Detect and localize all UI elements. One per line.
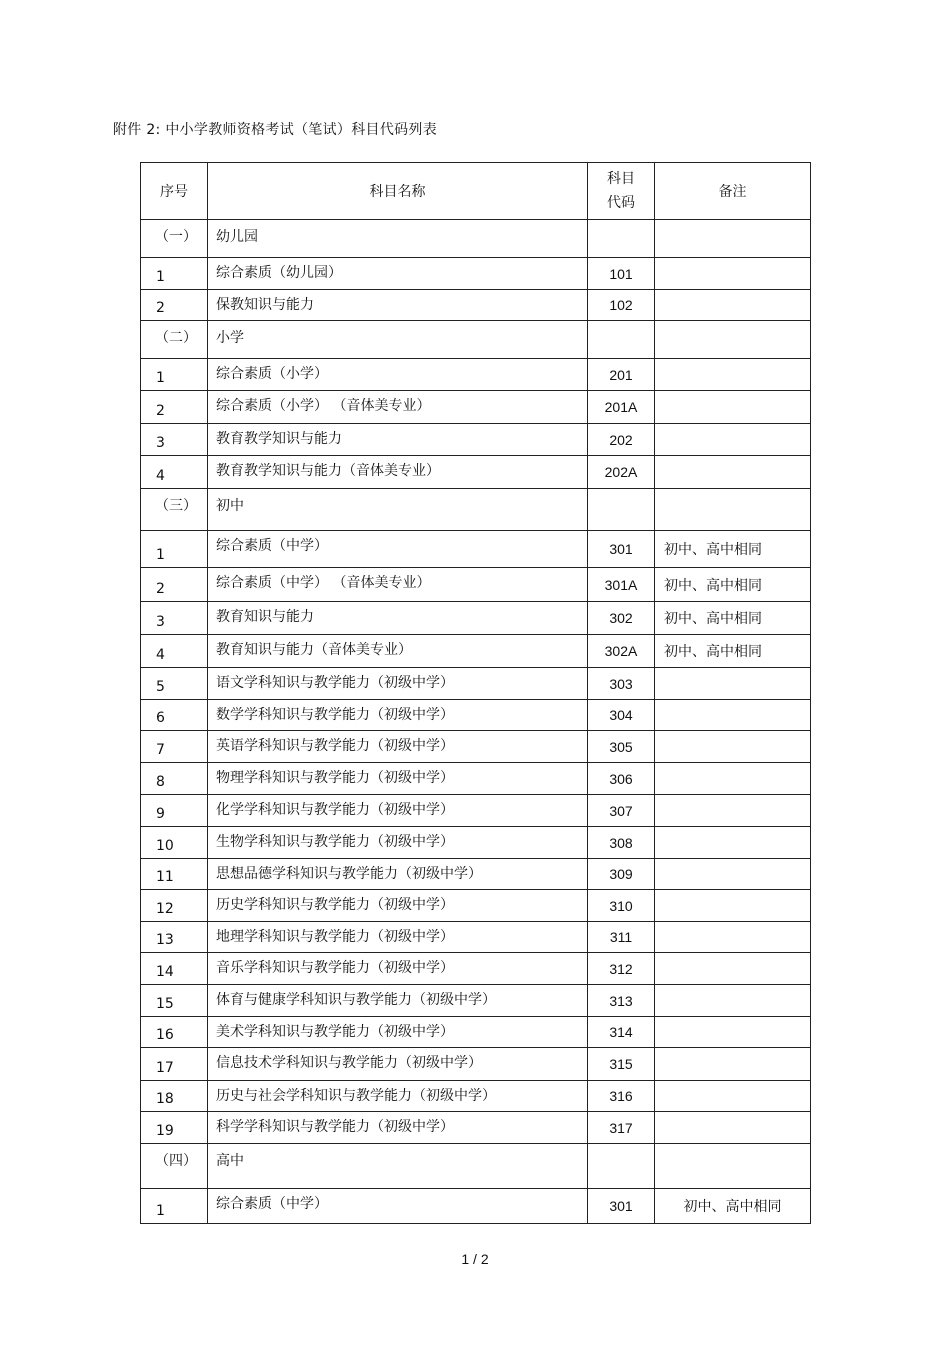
row-note bbox=[655, 827, 811, 859]
row-subject-name: 物理学科知识与教学能力（初级中学） bbox=[208, 763, 588, 795]
row-note: 初中、高中相同 bbox=[655, 568, 811, 602]
row-subject-name: 语文学科知识与教学能力（初级中学） bbox=[208, 668, 588, 700]
row-note bbox=[655, 763, 811, 795]
page-number: 1 / 2 bbox=[461, 1251, 489, 1267]
row-note bbox=[655, 731, 811, 763]
row-note bbox=[655, 795, 811, 827]
table-row bbox=[141, 635, 811, 668]
header-note: 备注 bbox=[655, 163, 811, 220]
row-note bbox=[655, 1048, 811, 1081]
row-seq: （四） bbox=[141, 1144, 208, 1189]
row-seq: 1 bbox=[141, 258, 208, 290]
row-seq: 18 bbox=[141, 1081, 208, 1112]
row-subject-code: 313 bbox=[588, 985, 655, 1017]
row-subject-name: 地理学科知识与教学能力（初级中学） bbox=[208, 922, 588, 953]
row-subject-code: 306 bbox=[588, 763, 655, 795]
row-subject-name: 综合素质（中学） （音体美专业） bbox=[208, 568, 588, 602]
row-subject-code: 304 bbox=[588, 700, 655, 731]
document-title: 附件 2: 中小学教师资格考试（笔试）科目代码列表 bbox=[113, 122, 438, 138]
row-subject-name: 教育知识与能力（音体美专业） bbox=[208, 635, 588, 668]
table-row bbox=[141, 827, 811, 859]
row-subject-code: 302 bbox=[588, 602, 655, 635]
row-seq: 2 bbox=[141, 568, 208, 602]
row-subject-code: 307 bbox=[588, 795, 655, 827]
table-row bbox=[141, 922, 811, 953]
header-code-label: 科目代码 bbox=[607, 171, 635, 211]
row-subject-code: 202 bbox=[588, 424, 655, 456]
row-seq: 5 bbox=[141, 668, 208, 700]
row-subject-name: 英语学科知识与教学能力（初级中学） bbox=[208, 731, 588, 763]
row-note bbox=[655, 359, 811, 391]
row-subject-code: 315 bbox=[588, 1048, 655, 1081]
row-subject-code: 311 bbox=[588, 922, 655, 953]
row-subject-code: 309 bbox=[588, 859, 655, 890]
row-seq: 11 bbox=[141, 859, 208, 890]
table-row bbox=[141, 763, 811, 795]
header-code bbox=[588, 163, 655, 220]
row-subject-name: 化学学科知识与教学能力（初级中学） bbox=[208, 795, 588, 827]
row-seq: 16 bbox=[141, 1017, 208, 1048]
row-note bbox=[655, 922, 811, 953]
row-seq: 9 bbox=[141, 795, 208, 827]
table-row bbox=[141, 1017, 811, 1048]
row-note bbox=[655, 668, 811, 700]
table-body bbox=[141, 220, 811, 1224]
table-row bbox=[141, 531, 811, 568]
row-seq: 1 bbox=[141, 1189, 208, 1224]
row-subject-code bbox=[588, 321, 655, 359]
row-seq: 7 bbox=[141, 731, 208, 763]
table-row bbox=[141, 602, 811, 635]
row-note bbox=[655, 220, 811, 258]
row-subject-code: 305 bbox=[588, 731, 655, 763]
table-row bbox=[141, 424, 811, 456]
row-subject-name: 科学学科知识与教学能力（初级中学） bbox=[208, 1112, 588, 1144]
section-row bbox=[141, 321, 811, 359]
row-subject-name: 美术学科知识与教学能力（初级中学） bbox=[208, 1017, 588, 1048]
row-subject-code: 101 bbox=[588, 258, 655, 290]
row-seq: （三） bbox=[141, 489, 208, 531]
row-seq: 4 bbox=[141, 456, 208, 489]
row-subject-code: 316 bbox=[588, 1081, 655, 1112]
row-note bbox=[655, 321, 811, 359]
table-row bbox=[141, 290, 811, 321]
table-row bbox=[141, 985, 811, 1017]
row-seq: 4 bbox=[141, 635, 208, 668]
row-seq: 6 bbox=[141, 700, 208, 731]
table-row bbox=[141, 258, 811, 290]
row-note bbox=[655, 700, 811, 731]
row-seq: 3 bbox=[141, 602, 208, 635]
row-seq: 19 bbox=[141, 1112, 208, 1144]
row-seq: 1 bbox=[141, 531, 208, 568]
row-note bbox=[655, 456, 811, 489]
table-row bbox=[141, 1081, 811, 1112]
row-subject-code: 303 bbox=[588, 668, 655, 700]
section-row bbox=[141, 220, 811, 258]
table-row bbox=[141, 456, 811, 489]
table-row bbox=[141, 700, 811, 731]
row-subject-code: 201 bbox=[588, 359, 655, 391]
row-subject-name: 教育知识与能力 bbox=[208, 602, 588, 635]
row-subject-name: 思想品德学科知识与教学能力（初级中学） bbox=[208, 859, 588, 890]
row-subject-name: 综合素质（中学） bbox=[208, 531, 588, 568]
header-name: 科目名称 bbox=[208, 163, 588, 220]
row-note bbox=[655, 985, 811, 1017]
row-note bbox=[655, 258, 811, 290]
table-row bbox=[141, 1112, 811, 1144]
row-note bbox=[655, 1112, 811, 1144]
row-subject-code bbox=[588, 220, 655, 258]
table-row bbox=[141, 953, 811, 985]
row-note bbox=[655, 489, 811, 531]
row-seq: 8 bbox=[141, 763, 208, 795]
row-subject-name: 综合素质（中学） bbox=[208, 1189, 588, 1224]
row-subject-name: 综合素质（小学） （音体美专业） bbox=[208, 391, 588, 424]
row-subject-code: 308 bbox=[588, 827, 655, 859]
row-subject-code: 201A bbox=[588, 391, 655, 424]
row-note: 初中、高中相同 bbox=[655, 635, 811, 668]
table-row bbox=[141, 391, 811, 424]
row-seq: 14 bbox=[141, 953, 208, 985]
table-row bbox=[141, 568, 811, 602]
row-note bbox=[655, 1017, 811, 1048]
row-subject-code: 312 bbox=[588, 953, 655, 985]
row-note bbox=[655, 1081, 811, 1112]
row-subject-name: 生物学科知识与教学能力（初级中学） bbox=[208, 827, 588, 859]
row-subject-name: 教育教学知识与能力（音体美专业） bbox=[208, 456, 588, 489]
row-note bbox=[655, 424, 811, 456]
row-subject-code: 102 bbox=[588, 290, 655, 321]
row-subject-name: 幼儿园 bbox=[208, 220, 588, 258]
row-note bbox=[655, 953, 811, 985]
row-note bbox=[655, 859, 811, 890]
row-seq: 10 bbox=[141, 827, 208, 859]
table-row bbox=[141, 1189, 811, 1224]
subject-code-table bbox=[140, 162, 811, 1224]
table-row bbox=[141, 668, 811, 700]
row-subject-name: 综合素质（小学） bbox=[208, 359, 588, 391]
row-subject-code: 301 bbox=[588, 531, 655, 568]
table-row bbox=[141, 359, 811, 391]
row-subject-name: 教育教学知识与能力 bbox=[208, 424, 588, 456]
table-row bbox=[141, 731, 811, 763]
row-note: 初中、高中相同 bbox=[655, 531, 811, 568]
row-seq: （二） bbox=[141, 321, 208, 359]
row-subject-name: 保教知识与能力 bbox=[208, 290, 588, 321]
row-note bbox=[655, 391, 811, 424]
row-subject-name: 信息技术学科知识与教学能力（初级中学） bbox=[208, 1048, 588, 1081]
row-note: 初中、高中相同 bbox=[655, 1189, 811, 1224]
section-row bbox=[141, 489, 811, 531]
row-note bbox=[655, 290, 811, 321]
row-subject-code: 301 bbox=[588, 1189, 655, 1224]
table-row bbox=[141, 795, 811, 827]
row-subject-code: 317 bbox=[588, 1112, 655, 1144]
row-subject-code: 314 bbox=[588, 1017, 655, 1048]
row-subject-code: 310 bbox=[588, 890, 655, 922]
row-subject-name: 初中 bbox=[208, 489, 588, 531]
row-seq: 15 bbox=[141, 985, 208, 1017]
row-subject-name: 数学学科知识与教学能力（初级中学） bbox=[208, 700, 588, 731]
row-subject-code: 301A bbox=[588, 568, 655, 602]
row-seq: 17 bbox=[141, 1048, 208, 1081]
row-seq: （一） bbox=[141, 220, 208, 258]
row-subject-name: 历史与社会学科知识与教学能力（初级中学） bbox=[208, 1081, 588, 1112]
row-subject-code: 302A bbox=[588, 635, 655, 668]
row-note bbox=[655, 1144, 811, 1189]
row-seq: 2 bbox=[141, 290, 208, 321]
row-seq: 3 bbox=[141, 424, 208, 456]
table-header-row bbox=[141, 163, 811, 220]
row-subject-code bbox=[588, 1144, 655, 1189]
row-subject-name: 音乐学科知识与教学能力（初级中学） bbox=[208, 953, 588, 985]
row-subject-name: 高中 bbox=[208, 1144, 588, 1189]
table-row bbox=[141, 890, 811, 922]
table-row bbox=[141, 1048, 811, 1081]
row-subject-code bbox=[588, 489, 655, 531]
row-seq: 12 bbox=[141, 890, 208, 922]
table-row bbox=[141, 859, 811, 890]
row-note bbox=[655, 890, 811, 922]
row-seq: 2 bbox=[141, 391, 208, 424]
row-subject-name: 综合素质（幼儿园） bbox=[208, 258, 588, 290]
row-seq: 1 bbox=[141, 359, 208, 391]
row-subject-name: 小学 bbox=[208, 321, 588, 359]
section-row bbox=[141, 1144, 811, 1189]
row-note: 初中、高中相同 bbox=[655, 602, 811, 635]
row-subject-name: 体育与健康学科知识与教学能力（初级中学） bbox=[208, 985, 588, 1017]
row-seq: 13 bbox=[141, 922, 208, 953]
row-subject-name: 历史学科知识与教学能力（初级中学） bbox=[208, 890, 588, 922]
row-subject-code: 202A bbox=[588, 456, 655, 489]
header-seq: 序号 bbox=[141, 163, 208, 220]
